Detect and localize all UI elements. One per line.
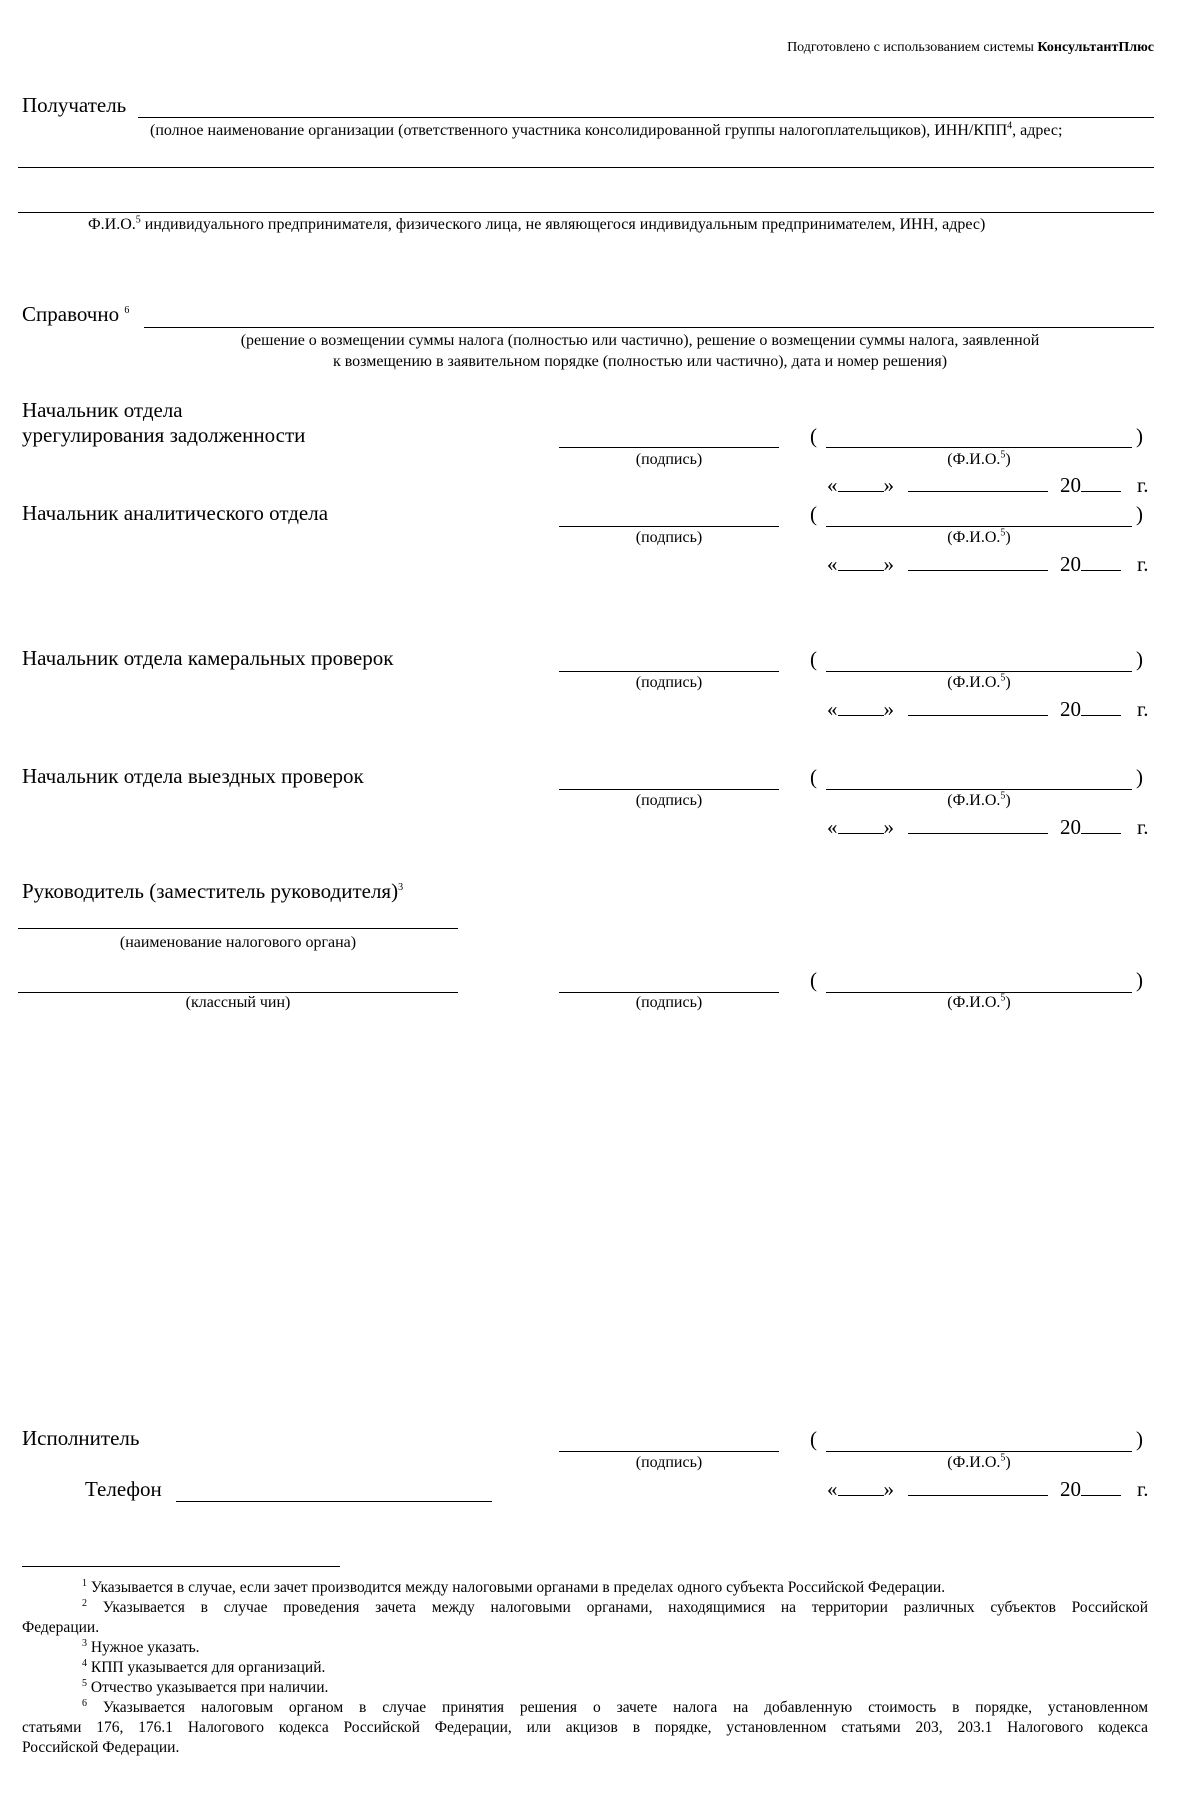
head-fio-line[interactable] [826,992,1132,993]
official-1-fio-open: ( [810,424,817,448]
recipient-label: Получатель [22,93,127,117]
official-3-signature-caption: (подпись) [635,674,703,691]
head-label: Руководитель (заместитель руководителя)$^3$ [22,879,404,903]
footnote-6-continuation: статьями 176, 176.1 Налогового кодекса Российской Федерации, или акцизов в порядке, установленном статьями 203, 203.1 Налогового кодекса [22,1719,1148,1736]
reference-line[interactable] [144,327,1154,328]
executor-fio-line[interactable] [826,1451,1132,1452]
rank-caption: (классный чин) [185,994,291,1011]
official-2-fio-caption: (Ф.И.О.$^5$) [947,527,1011,546]
head-fio-caption: (Ф.И.О.$^5$) [947,992,1011,1011]
month-blank[interactable] [908,473,1048,492]
official-4-signature-line[interactable] [559,789,779,790]
footnote-6: $^6$ Указывается налоговым органом в случае принятия решения о зачете налога на добавленную стоимость в порядке, установленном [82,1698,1148,1716]
year-blank[interactable] [1081,697,1121,716]
reference-caption: (решение о возмещении суммы налога (полностью или частично), решение о возмещении суммы налога, заявленной к возмещению в заявительном порядке (полностью или частично), дата и номер решения) [240,332,1040,370]
tax-authority-line[interactable] [18,928,458,929]
head-signature-line[interactable] [559,992,779,993]
official-1-fio-close: ) [1136,424,1143,448]
footnote-2-continuation: Федерации. [22,1619,100,1636]
official-2-fio-line[interactable] [826,526,1132,527]
year-blank[interactable] [1081,552,1121,571]
footnote-3: $^3$ Нужное указать. [82,1637,200,1656]
official-3-signature-line[interactable] [559,671,779,672]
tax-authority-caption: (наименование налогового органа) [119,934,357,951]
month-blank[interactable] [908,815,1048,834]
official-4-fio-open: ( [810,765,817,789]
day-blank[interactable] [838,815,884,834]
official-2-signature-caption: (подпись) [635,529,703,546]
official-2-label: Начальник аналитического отдела [22,501,329,525]
official-1-fio-line[interactable] [826,447,1132,448]
day-blank[interactable] [838,473,884,492]
official-3-fio-open: ( [810,647,817,671]
official-4-date: « » 20 г. [827,815,1149,839]
executor-date: « » 20 г. [827,1477,1149,1501]
year-blank[interactable] [1081,815,1121,834]
footnote-5: $^5$ Отчество указывается при наличии. [82,1677,329,1696]
reference-label: Справочно $^6$ [22,302,130,326]
footnote-separator [22,1566,340,1567]
footnote-6-continuation-2: Российской Федерации. [22,1739,180,1756]
executor-signature-line[interactable] [559,1451,779,1452]
official-4-signature-caption: (подпись) [635,792,703,809]
executor-fio-caption: (Ф.И.О.$^5$) [947,1452,1011,1471]
recipient-caption-1: (полное наименование организации (ответственного участника консолидированной группы налогоплательщиков), ИНН/КПП$^4$, адрес; [150,120,1063,139]
official-3-label: Начальник отдела камеральных проверок [22,646,394,670]
month-blank[interactable] [908,697,1048,716]
official-4-label: Начальник отдела выездных проверок [22,764,364,788]
official-3-fio-close: ) [1136,647,1143,671]
official-2-signature-line[interactable] [559,526,779,527]
header-prefix: Подготовлено с использованием системы [787,40,1038,55]
official-3-fio-caption: (Ф.И.О.$^5$) [947,672,1011,691]
official-1-fio-caption: (Ф.И.О.$^5$) [947,449,1011,468]
footnote-2: $^2$ Указывается в случае проведения зачета между налоговыми органами, находящимися на территории различных субъектов Российской [82,1598,1148,1616]
day-blank[interactable] [838,1477,884,1496]
day-blank[interactable] [838,697,884,716]
recipient-line-1[interactable] [138,117,1154,118]
consultant-header [787,40,1154,56]
official-3-date: « » 20 г. [827,697,1149,721]
head-signature-caption: (подпись) [635,994,703,1011]
head-fio-open: ( [810,968,817,992]
executor-label: Исполнитель [22,1426,140,1450]
official-1-label: Начальник отдела урегулирования задолженности [22,398,306,447]
official-2-fio-close: ) [1136,502,1143,526]
header-brand: КонсультантПлюс [1037,40,1154,55]
official-1-date: « » 20 г. [827,473,1149,497]
official-3-fio-line[interactable] [826,671,1132,672]
footnote-4: $^4$ КПП указывается для организаций. [82,1657,326,1676]
official-1-signature-caption: (подпись) [635,451,703,468]
official-4-fio-close: ) [1136,765,1143,789]
official-2-date: « » 20 г. [827,552,1149,576]
month-blank[interactable] [908,552,1048,571]
rank-line[interactable] [18,992,458,993]
executor-fio-close: ) [1136,1427,1143,1451]
footnote-1: $^1$ Указывается в случае, если зачет производится между налоговыми органами в пределах одного субъекта Российской Федерации. [82,1577,946,1596]
month-blank[interactable] [908,1477,1048,1496]
head-fio-close: ) [1136,968,1143,992]
executor-fio-open: ( [810,1427,817,1451]
phone-label: Телефон [85,1477,162,1501]
year-blank[interactable] [1081,473,1121,492]
official-4-fio-caption: (Ф.И.О.$^5$) [947,790,1011,809]
phone-line[interactable] [176,1501,492,1502]
recipient-line-3[interactable] [18,212,1154,213]
official-4-fio-line[interactable] [826,789,1132,790]
day-blank[interactable] [838,552,884,571]
executor-signature-caption: (подпись) [635,1454,703,1471]
year-blank[interactable] [1081,1477,1121,1496]
official-2-fio-open: ( [810,502,817,526]
recipient-caption-2: Ф.И.О.$^5$ индивидуального предпринимателя, физического лица, не являющегося индивидуальным предпринимателем, ИНН, адрес) [88,214,986,233]
recipient-line-2[interactable] [18,167,1154,168]
official-1-signature-line[interactable] [559,447,779,448]
